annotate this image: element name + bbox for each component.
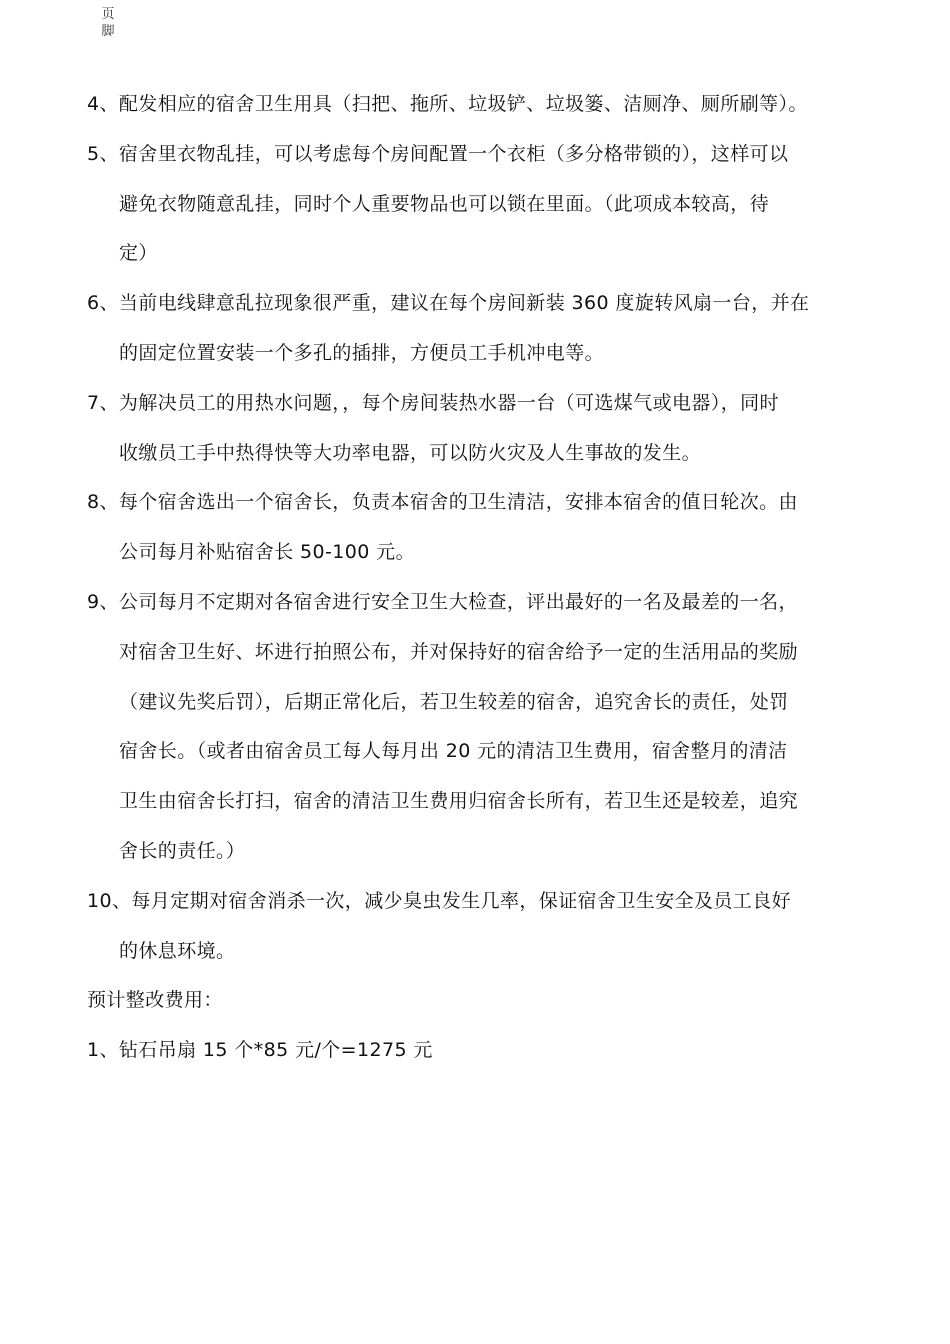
footer-mark-char-2: 脚: [101, 24, 115, 39]
item-number: 10、: [87, 889, 132, 912]
item-line: 公司每月补贴宿舍长 50-100 元。: [119, 541, 415, 564]
item-number: 5、: [87, 142, 119, 165]
footer-mark-char-1: 页: [101, 7, 115, 22]
item-line: 定）: [119, 242, 158, 265]
item-number: 4、: [87, 93, 119, 115]
cost-item-number: 1、: [87, 1039, 119, 1062]
item-line: 对宿舍卫生好、坏进行拍照公布，并对保持好的宿舍给予一定的生活用品的奖励: [119, 640, 799, 663]
item-line: 卫生由宿舍长打扫，宿舍的清洁卫生费用归宿舍长所有，若卫生还是较差，追究: [119, 790, 799, 813]
list-item: [87, 80, 887, 130]
item-number: 6、: [87, 292, 119, 315]
item-line: 收缴员工手中热得快等大功率电器，可以防火灾及人生事故的发生。: [119, 441, 702, 464]
item-line: 避免衣物随意乱挂，同时个人重要物品也可以锁在里面。（此项成本较高，待: [119, 192, 770, 215]
cost-heading: 预计整改费用：: [87, 989, 223, 1012]
item-line: 配发相应的宿舍卫生用具（扫把、拖所、垃圾铲、垃圾篓、洁厕净、厕所刷等）。: [118, 93, 808, 115]
item-number: 8、: [87, 491, 119, 514]
item-line: 的固定位置安装一个多孔的插排，方便员工手机冲电等。: [119, 341, 605, 364]
list-item: [87, 379, 887, 479]
item-line: 宿舍长。（或者由宿舍员工每人每月出 20 元的清洁卫生费用，宿舍整月的清洁: [119, 740, 788, 763]
item-line: 公司每月不定期对各宿舍进行安全卫生大检查，评出最好的一名及最差的一名，: [118, 590, 798, 613]
item-line: 每个宿舍选出一个宿舍长，负责本宿舍的卫生清洁，安排本宿舍的值日轮次。由: [118, 491, 798, 514]
document-body: [87, 80, 887, 1076]
item-line: 当前电线肆意乱拉现象很严重，建议在每个房间新装 360 度旋转风扇一台，并在: [118, 292, 810, 315]
list-item: [87, 130, 887, 279]
item-line: 的休息环境。: [119, 939, 236, 962]
item-number: 7、: [87, 391, 119, 414]
list-item: [87, 279, 887, 379]
footer-mark: [100, 6, 116, 40]
item-line: （建议先奖后罚），后期正常化后，若卫生较差的宿舍，追究舍长的责任，处罚: [119, 690, 789, 713]
item-line: 为解决员工的用热水问题，，每个房间装热水器一台（可选煤气或电器），同时: [118, 391, 779, 414]
item-number: 9、: [87, 590, 119, 613]
item-line: 舍长的责任。）: [119, 839, 246, 862]
list-item: [87, 877, 887, 977]
cost-item: [87, 1026, 887, 1076]
item-line: 每月定期对宿舍消杀一次，减少臭虫发生几率，保证宿舍卫生安全及员工良好: [131, 889, 791, 912]
list-item: [87, 578, 887, 877]
cost-item-text: 钻石吊扇 15 个*85 元/个=1275 元: [118, 1039, 433, 1062]
list-item: [87, 478, 887, 578]
item-line: 宿舍里衣物乱挂，可以考虑每个房间配置一个衣柜（多分格带锁的），这样可以: [118, 142, 789, 165]
